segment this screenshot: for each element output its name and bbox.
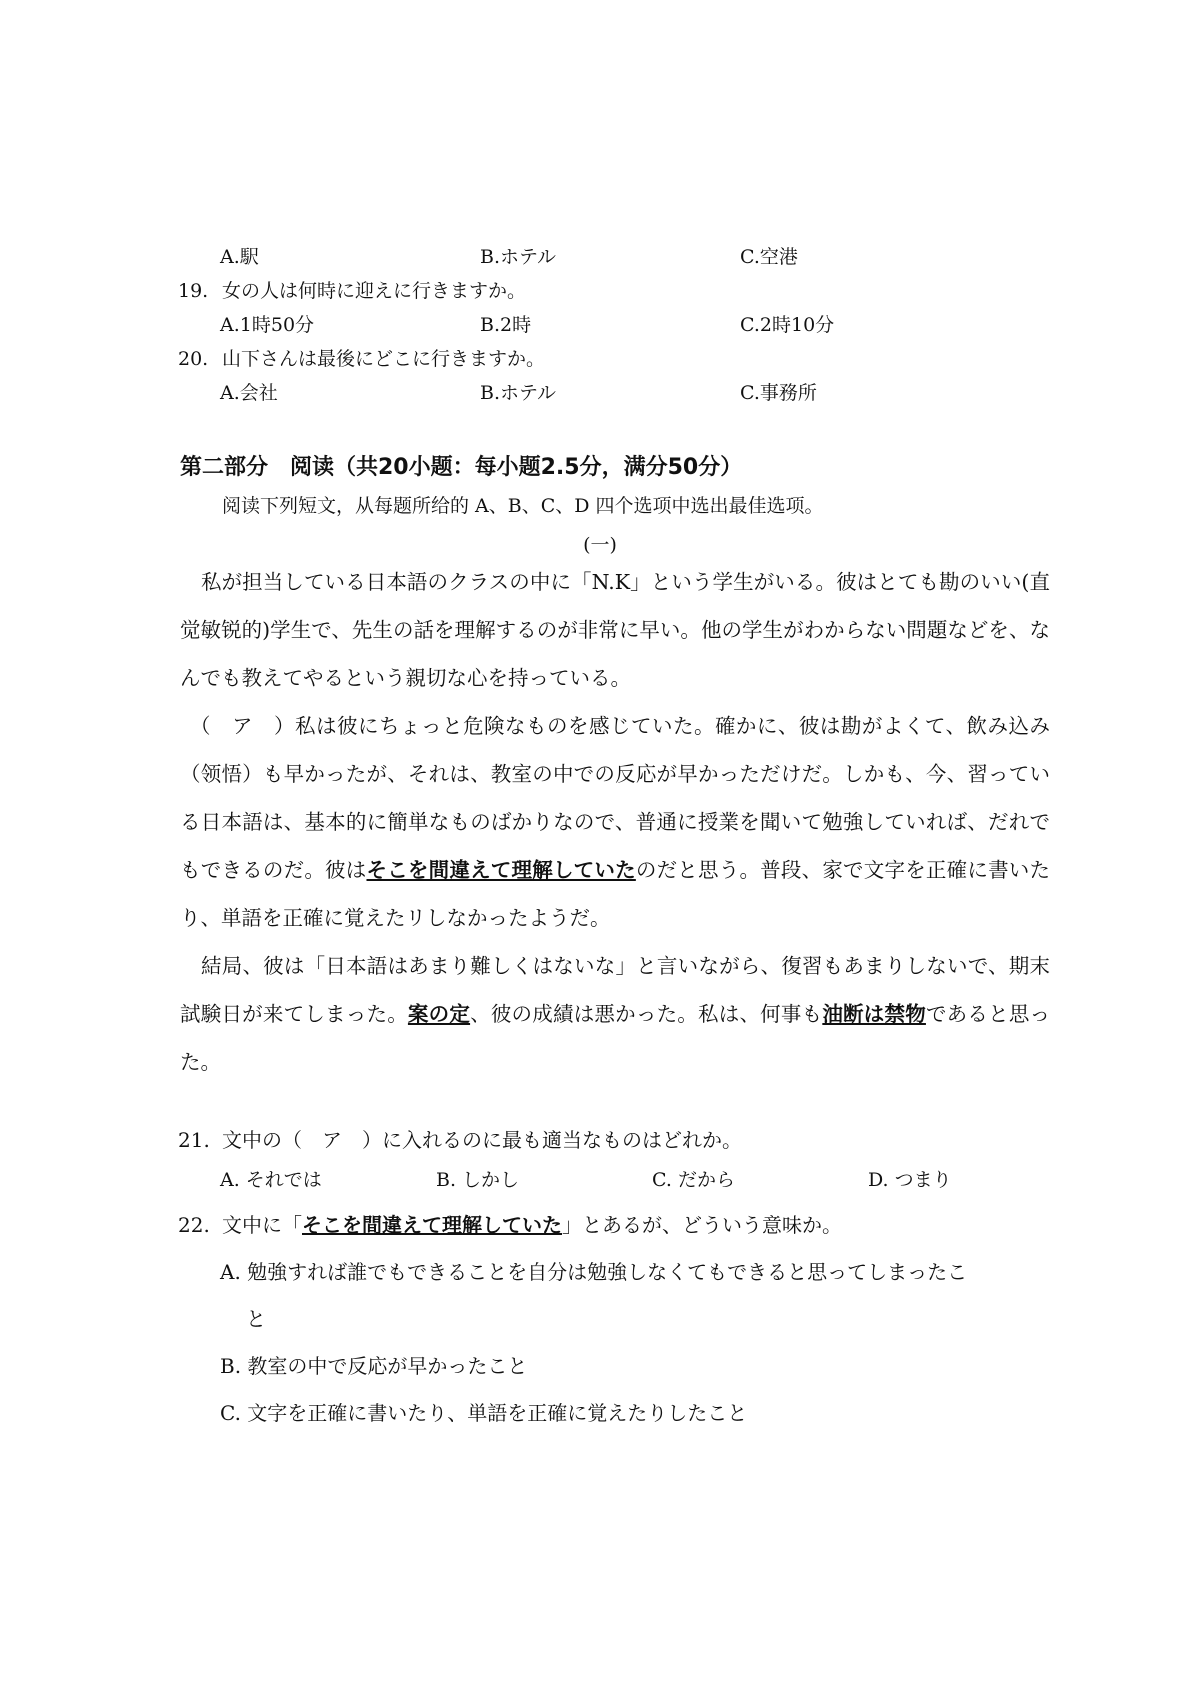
q19-option-b: B.2時 (480, 314, 532, 336)
q22-text-b: 」とあるが、どういう意味か。 (562, 1213, 842, 1237)
underlined-phrase-yudan-kinmotsu: 油断は禁物 (822, 1002, 926, 1026)
q20-option-a: A.会社 (220, 382, 278, 404)
underlined-phrase-misunderstood: そこを間違えて理解していた (366, 858, 636, 882)
section-heading: 第二部分 阅读（共20小题：每小题2.5分，满分50分） (180, 455, 743, 480)
q18-option-b: B.ホテル (480, 246, 557, 268)
q22-underlined-phrase: そこを間違えて理解していた (302, 1213, 562, 1237)
paragraph-3-text-a: 結局、彼は「日本語はあまり難しくはないな」と言いながら、復習もあまりしないで、期末試験日が来てしまった。 (180, 954, 1050, 1026)
q21-text: 文中の（ ア ）に入れるのに最も適当なものはどれか。 (222, 1128, 742, 1152)
q22-number: 22. (178, 1213, 210, 1237)
passage-paragraph-2 (180, 702, 1050, 942)
q21-option-a: A. それでは (220, 1169, 322, 1191)
q20-text: 山下さんは最後にどこに行きますか。 (222, 348, 546, 370)
paragraph-2-text-b: のだと思う。普段、家で文字を正確に書いたり、単語を正確に覚えたリしなかったようだ。 (180, 858, 1051, 930)
q21-option-b: B. しかし (436, 1169, 520, 1191)
q19-text: 女の人は何時に迎えに行きますか。 (222, 280, 527, 302)
paragraph-3-text-b: 、彼の成績は悪かった。私は、何事も (470, 1002, 823, 1026)
passage-paragraph-3 (180, 942, 1050, 1086)
paragraph-3-text-c: であると思った。 (180, 1002, 1051, 1074)
q22-option-a-line-1: A. 勉強すれば誰でもできることを自分は勉強しなくてもできると思ってしまったこ (220, 1260, 968, 1284)
q19-option-a: A.1時50分 (220, 314, 315, 336)
q21-option-d: D. つまり (868, 1169, 952, 1191)
q19-number: 19. (178, 280, 209, 302)
passage-number: (一) (583, 534, 617, 556)
paragraph-2-text-a: （ ア ）私は彼にちょっと危険なものを感じていた。確かに、彼は勘がよくて、飲み込み（领悟）も早かったが、それは、教室の中での反応が早かっただけだ。しかも、今、習っている日本語は、基本的に簡単なものばかりなので、普通に授業を聞いて勉強していれば、だれでもできるのだ。彼は (180, 714, 1050, 882)
q22-option-c: C. 文字を正確に書いたり、単語を正確に覚えたりしたこと (220, 1401, 748, 1425)
q19-option-c: C.2時10分 (740, 314, 835, 336)
q22-text-a: 文中に「 (222, 1213, 302, 1237)
q20-option-b: B.ホテル (480, 382, 557, 404)
q21-option-c: C. だから (652, 1169, 735, 1191)
q20-option-c: C.事務所 (740, 382, 817, 404)
q22-option-a-line-2: と (246, 1307, 266, 1331)
q21-number: 21. (178, 1128, 210, 1152)
q22-option-b: B. 教室の中で反応が早かったこと (220, 1354, 528, 1378)
section-instruction: 阅读下列短文，从每题所给的 A、B、C、D 四个选项中选出最佳选项。 (222, 495, 824, 517)
q18-option-a: A.駅 (220, 246, 259, 268)
q18-option-c: C.空港 (740, 246, 798, 268)
q20-number: 20. (178, 348, 209, 370)
passage-paragraph-1: 私が担当している日本語のクラスの中に「N.K」という学生がいる。彼はとても勘のいい(直觉敏锐的)学生で、先生の話を理解するのが非常に早い。他の学生がわからない問題などを、なんでも教えてやるという親切な心を持っている。 (180, 570, 1050, 690)
underlined-phrase-an-no-jou: 案の定 (407, 1002, 471, 1026)
q22-text (222, 1213, 842, 1237)
